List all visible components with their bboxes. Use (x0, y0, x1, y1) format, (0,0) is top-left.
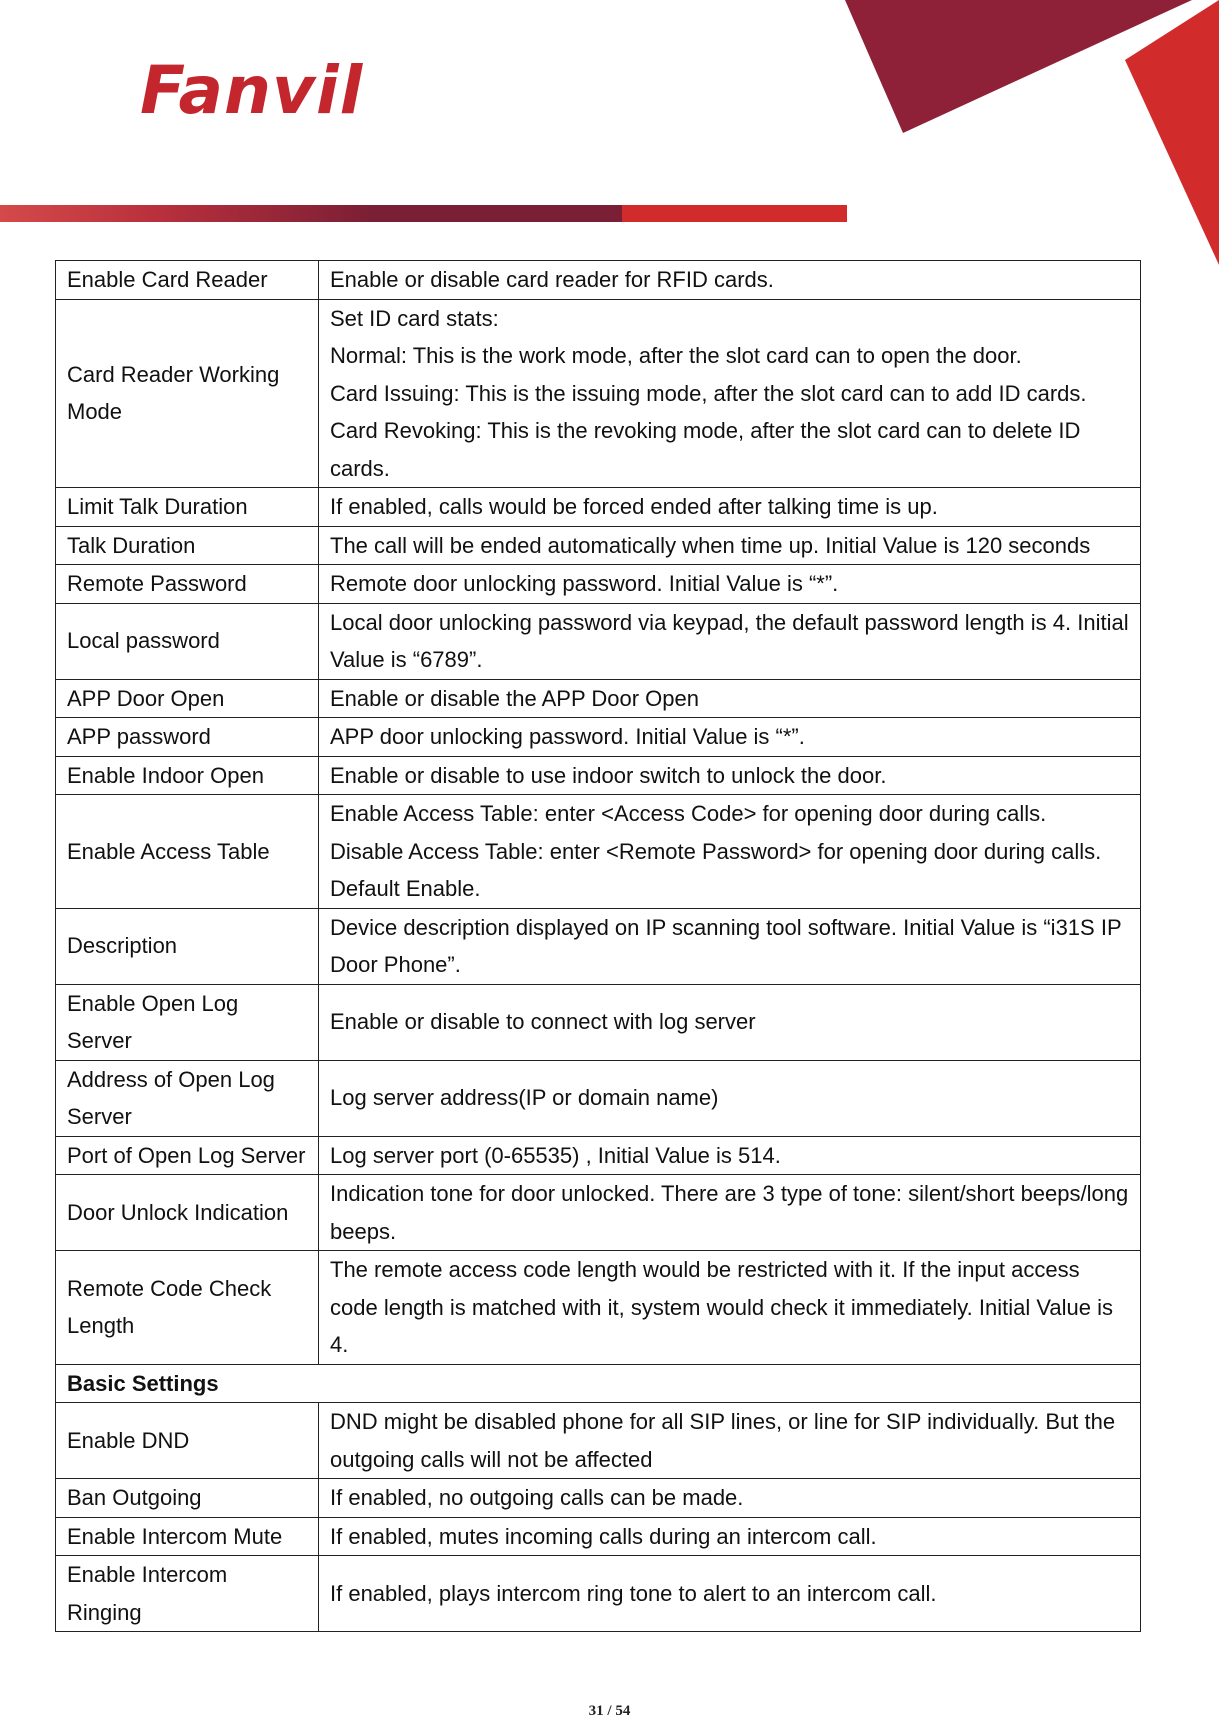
description-line: Enable Access Table: enter <Access Code> for opening door during calls. (330, 801, 1047, 826)
parameter-name: Description (56, 908, 319, 984)
parameter-name: Remote Password (56, 565, 319, 604)
parameter-name: Remote Code Check Length (56, 1251, 319, 1365)
description-line: Enable or disable card reader for RFID cards. (330, 267, 774, 292)
parameter-name: Enable Indoor Open (56, 756, 319, 795)
parameter-description (319, 488, 1141, 527)
parameter-description (319, 1136, 1141, 1175)
header-decoration (0, 0, 1219, 265)
table-row (56, 1060, 1141, 1136)
parameter-name: Address of Open Log Server (56, 1060, 319, 1136)
table-row (56, 1175, 1141, 1251)
parameter-description (319, 603, 1141, 679)
parameter-description (319, 1479, 1141, 1518)
description-line: Remote door unlocking password. Initial Value is “*”. (330, 571, 839, 596)
parameter-name: Enable Card Reader (56, 261, 319, 300)
table-row (56, 795, 1141, 909)
description-line: If enabled, plays intercom ring tone to alert to an intercom call. (330, 1580, 937, 1606)
parameter-name: Port of Open Log Server (56, 1136, 319, 1175)
parameter-name: Door Unlock Indication (56, 1175, 319, 1251)
parameter-name: Talk Duration (56, 526, 319, 565)
table-row (56, 718, 1141, 757)
description-line: Local door unlocking password via keypad, the default password length is 4. Initial Value is “6789”. (330, 609, 1129, 672)
table-row (56, 984, 1141, 1060)
description-line: Normal: This is the work mode, after the slot card can to open the door. (330, 343, 1022, 368)
table-row (56, 1479, 1141, 1518)
parameter-name: Limit Talk Duration (56, 488, 319, 527)
table-row (56, 679, 1141, 718)
parameter-description (319, 1556, 1141, 1632)
description-line: Enable or disable the APP Door Open (330, 685, 699, 711)
parameter-name: Enable Intercom Ringing (56, 1556, 319, 1632)
parameter-description (319, 565, 1141, 604)
table-row (56, 1517, 1141, 1556)
table-row (56, 526, 1141, 565)
description-line: Set ID card stats: (330, 305, 499, 331)
description-line: The remote access code length would be restricted with it. If the input access code length is matched with it, system would check it immediately. Initial Value is 4. (330, 1257, 1113, 1357)
table-row (56, 1251, 1141, 1365)
parameter-description (319, 526, 1141, 565)
table-row (56, 908, 1141, 984)
description-line: Log server address(IP or domain name) (330, 1085, 719, 1111)
parameter-description (319, 1251, 1141, 1365)
parameter-name: Ban Outgoing (56, 1479, 319, 1518)
parameter-description (319, 1175, 1141, 1251)
description-line: Device description displayed on IP scanning tool software. Initial Value is “i31S IP Door Phone”. (330, 914, 1122, 977)
parameter-name: Enable Access Table (56, 795, 319, 909)
parameter-description (319, 1060, 1141, 1136)
parameter-description (319, 679, 1141, 718)
section-row (56, 1364, 1141, 1403)
parameter-name: APP Door Open (56, 679, 319, 718)
parameter-description (319, 1517, 1141, 1556)
description-line: If enabled, no outgoing calls can be made. (330, 1485, 744, 1510)
section-heading: Basic Settings (56, 1364, 1141, 1403)
description-line: Indication tone for door unlocked. There are 3 type of tone: silent/short beeps/long beeps. (330, 1181, 1129, 1244)
header-bar-gradient (0, 205, 622, 222)
fanvil-logo: Fanvil (140, 52, 364, 129)
table-row (56, 756, 1141, 795)
description-line: Disable Access Table: enter <Remote Password> for opening door during calls. (330, 838, 1102, 864)
parameter-description (319, 756, 1141, 795)
description-line: Card Revoking: This is the revoking mode, after the slot card can to delete ID cards. (330, 418, 1081, 481)
parameter-name: Card Reader Working Mode (56, 299, 319, 488)
description-line: APP door unlocking password. Initial Value is “*”. (330, 724, 805, 749)
page-number: 31 / 54 (588, 1703, 631, 1719)
parameter-description (319, 1403, 1141, 1479)
description-line: If enabled, calls would be forced ended after talking time is up. (330, 494, 938, 519)
parameter-description (319, 261, 1141, 300)
description-line: DND might be disabled phone for all SIP lines, or line for SIP individually. But the outgoing calls will not be affected (330, 1409, 1116, 1472)
parameter-table (55, 260, 1141, 1632)
description-line: The call will be ended automatically when time up. Initial Value is 120 seconds (330, 532, 1091, 558)
table-row (56, 261, 1141, 300)
description-line: Default Enable. (330, 876, 481, 901)
description-line: Enable or disable to use indoor switch to unlock the door. (330, 762, 887, 788)
table-row (56, 1556, 1141, 1632)
table-row (56, 603, 1141, 679)
table-row (56, 1136, 1141, 1175)
parameter-description (319, 299, 1141, 488)
parameter-description (319, 718, 1141, 757)
description-line: If enabled, mutes incoming calls during an intercom call. (330, 1523, 877, 1549)
parameter-description (319, 908, 1141, 984)
table-row (56, 488, 1141, 527)
description-line: Log server port (0-65535) , Initial Value is 514. (330, 1142, 781, 1168)
header-red-triangle (1125, 0, 1219, 265)
header-bar-red (622, 205, 847, 222)
parameter-description (319, 795, 1141, 909)
table-row (56, 299, 1141, 488)
parameter-name: Local password (56, 603, 319, 679)
description-line: Card Issuing: This is the issuing mode, after the slot card can to add ID cards. (330, 380, 1087, 406)
table-row (56, 1403, 1141, 1479)
parameter-name: Enable Open Log Server (56, 984, 319, 1060)
parameter-name: Enable DND (56, 1403, 319, 1479)
parameter-name: APP password (56, 718, 319, 757)
description-line: Enable or disable to connect with log server (330, 1009, 756, 1035)
table-row (56, 565, 1141, 604)
parameter-description (319, 984, 1141, 1060)
parameter-name: Enable Intercom Mute (56, 1517, 319, 1556)
